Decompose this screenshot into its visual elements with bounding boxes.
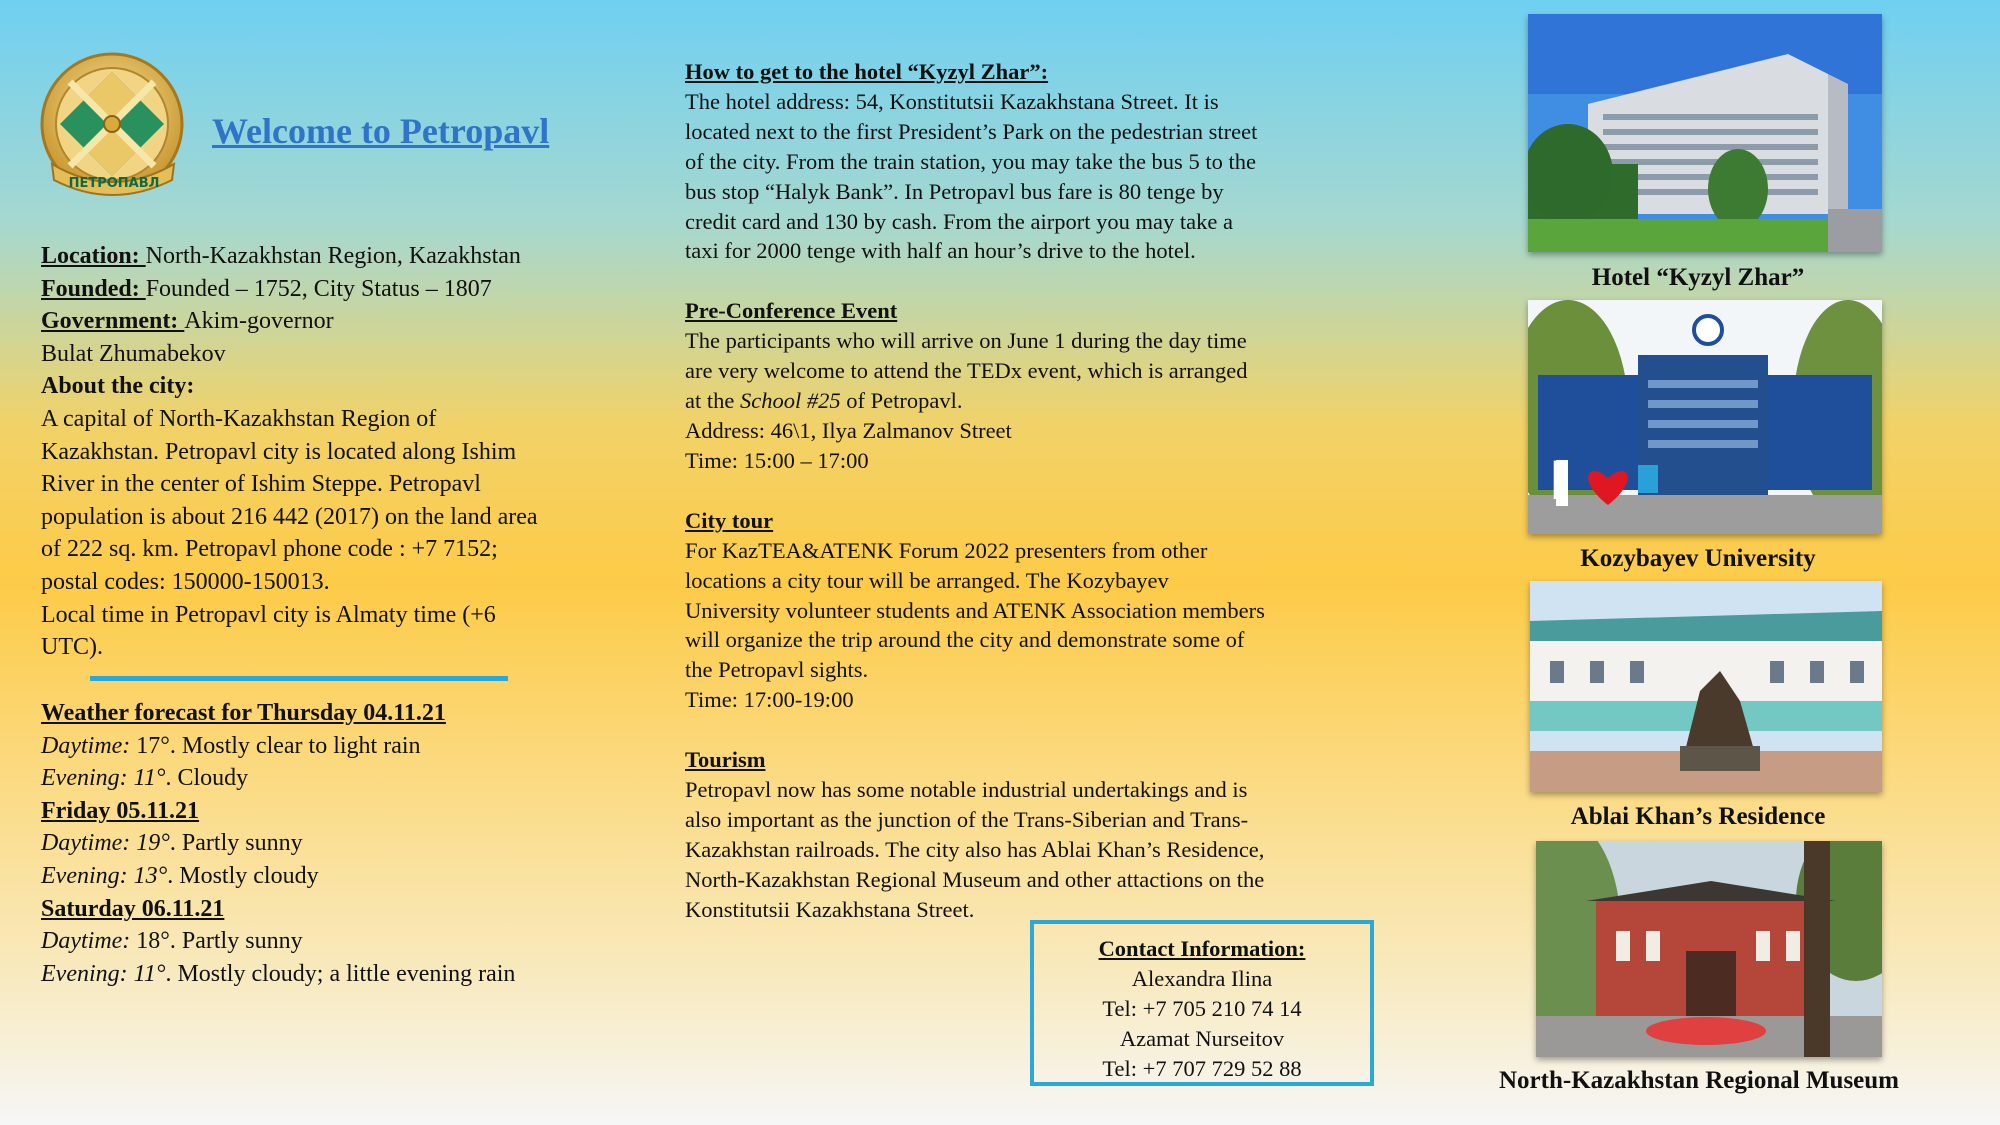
page-title[interactable]: Welcome to Petropavl <box>212 111 550 151</box>
city-tour-heading: City tour <box>685 507 774 533</box>
evening-value: . Mostly cloudy <box>167 862 319 889</box>
sign-letter: I <box>1550 448 1566 511</box>
hotel-line: taxi for 2000 tenge with half an hour’s drive to the hotel. <box>685 238 1196 264</box>
about-line: Kazakhstan. Petropavl city is located along Ishim <box>41 438 517 465</box>
city-tour-time: Time: 17:00-19:00 <box>685 687 854 713</box>
evening-label: Evening: 13° <box>41 862 168 889</box>
daytime-row <box>41 925 621 958</box>
hotel-line: located next to the first President’s Park on the pedestrian street <box>685 118 1258 144</box>
pre-conference-line: are very welcome to attend the TEDx event, which is arranged <box>685 358 1248 384</box>
founded-row <box>41 273 621 306</box>
evening-row <box>41 958 621 991</box>
weather-heading: Friday 05.11.21 <box>41 797 200 824</box>
city-tour-line: the Petropavl sights. <box>685 657 869 683</box>
pre-conference-line: The participants who will arrive on June 1 during the day time <box>685 328 1247 354</box>
city-info <box>41 240 621 664</box>
residence-caption: Ablai Khan’s Residence <box>1570 803 1826 830</box>
government-row <box>41 305 621 338</box>
evening-label: Evening: 11° <box>41 960 166 987</box>
about-line: population is about 216 442 (2017) on the land area <box>41 503 538 530</box>
hotel-line: The hotel address: 54, Konstitutsii Kazakhstana Street. It is <box>685 88 1219 114</box>
daytime-value: 17°. Mostly clear to light rain <box>130 732 421 759</box>
tourism-line: Kazakhstan railroads. The city also has Ablai Khan’s Residence, <box>685 836 1265 862</box>
school-suffix: of Petropavl. <box>840 388 963 414</box>
museum-caption: North-Kazakhstan Regional Museum <box>1498 1067 1899 1094</box>
about-label: About the city: <box>41 373 195 400</box>
weather-forecast <box>41 697 621 990</box>
about-line: UTC). <box>41 634 103 661</box>
contact-name: Alexandra Ilina <box>1131 965 1273 991</box>
museum-photo <box>1536 841 1882 1057</box>
weather-heading: Weather forecast for Thursday 04.11.21 <box>41 700 446 726</box>
daytime-label: Daytime: 19° <box>41 830 170 857</box>
event-info <box>685 57 1340 925</box>
residence-photo <box>1530 581 1882 792</box>
city-emblem-icon <box>40 52 190 207</box>
daytime-label: Daytime: <box>41 928 131 955</box>
tourism-line: Petropavl now has some notable industrial undertakings and is <box>685 777 1248 803</box>
city-tour-line: University volunteer students and ATENK Association members <box>685 597 1265 623</box>
evening-label: Evening: 11° <box>41 765 166 792</box>
contact-heading: Contact Information: <box>1098 936 1306 961</box>
evening-value: . Mostly cloudy; a little evening rain <box>165 960 516 987</box>
daytime-row <box>41 730 621 763</box>
city-tour-line: will organize the trip around the city and demonstrate some of <box>685 627 1245 653</box>
founded-value: Founded – 1752, City Status – 1807 <box>145 275 492 302</box>
divider <box>90 676 508 681</box>
hotel-line: of the city. From the train station, you may take the bus 5 to the <box>685 148 1256 174</box>
weather-heading: Saturday 06.11.21 <box>41 895 225 922</box>
contact-box <box>1030 920 1374 1086</box>
government-label: Government: <box>41 308 185 335</box>
evening-row <box>41 860 621 893</box>
pre-conference-time: Time: 15:00 – 17:00 <box>685 447 869 473</box>
emblem-label: ПЕТРОПАВЛ <box>68 176 160 191</box>
contact-phone[interactable]: Tel: +7 707 729 52 88 <box>1102 1055 1302 1081</box>
hotel-photo <box>1528 14 1882 252</box>
tourism-heading: Tourism <box>685 747 766 773</box>
about-line: Local time in Petropavl city is Almaty time (+6 <box>41 601 496 628</box>
city-tour-line: For KazTEA&ATENK Forum 2022 presenters from other <box>685 537 1208 563</box>
school-name: School #25 <box>739 388 841 414</box>
government-value: Akim-governor <box>184 308 334 335</box>
about-line: of 222 sq. km. Petropavl phone code : +7 7152; <box>41 536 498 563</box>
about-line: River in the center of Ishim Steppe. Petropavl <box>41 471 481 498</box>
school-prefix: at the <box>685 388 740 414</box>
evening-row <box>41 762 621 795</box>
daytime-value: . Partly sunny <box>169 830 303 857</box>
government-name: Bulat Zhumabekov <box>41 340 226 367</box>
pre-conference-heading: Pre-Conference Event <box>685 298 898 324</box>
contact-phone[interactable]: Tel: +7 705 210 74 14 <box>1102 995 1302 1021</box>
daytime-value: 18°. Partly sunny <box>130 928 303 955</box>
university-photo <box>1528 300 1882 534</box>
hotel-caption: Hotel “Kyzyl Zhar” <box>1591 264 1805 291</box>
contact-name: Azamat Nurseitov <box>1119 1025 1285 1051</box>
tourism-line: Konstitutsii Kazakhstana Street. <box>685 896 975 922</box>
city-tour-line: locations a city tour will be arranged. The Kozybayev <box>685 567 1169 593</box>
school-line <box>685 386 1340 416</box>
location-value: North-Kazakhstan Region, Kazakhstan <box>145 243 521 269</box>
daytime-label: Daytime: <box>41 732 131 759</box>
location-label: Location: <box>41 243 146 269</box>
location-row <box>41 240 621 273</box>
evening-value: . Cloudy <box>165 765 249 792</box>
hotel-heading: How to get to the hotel “Kyzyl Zhar”: <box>685 59 1049 84</box>
founded-label: Founded: <box>41 275 146 302</box>
tourism-line: also important as the junction of the Trans-Siberian and Trans- <box>685 806 1249 832</box>
hotel-line: bus stop “Halyk Bank”. In Petropavl bus fare is 80 tenge by <box>685 178 1224 204</box>
about-line: A capital of North-Kazakhstan Region of <box>41 405 437 432</box>
tourism-line: North-Kazakhstan Regional Museum and other attactions on the <box>685 866 1265 892</box>
daytime-row <box>41 827 621 860</box>
hotel-line: credit card and 130 by cash. From the airport you may take a <box>685 208 1233 234</box>
university-caption: Kozybayev University <box>1580 545 1816 572</box>
pre-conference-address: Address: 46\1, Ilya Zalmanov Street <box>685 417 1012 443</box>
about-line: postal codes: 150000-150013. <box>41 568 330 595</box>
